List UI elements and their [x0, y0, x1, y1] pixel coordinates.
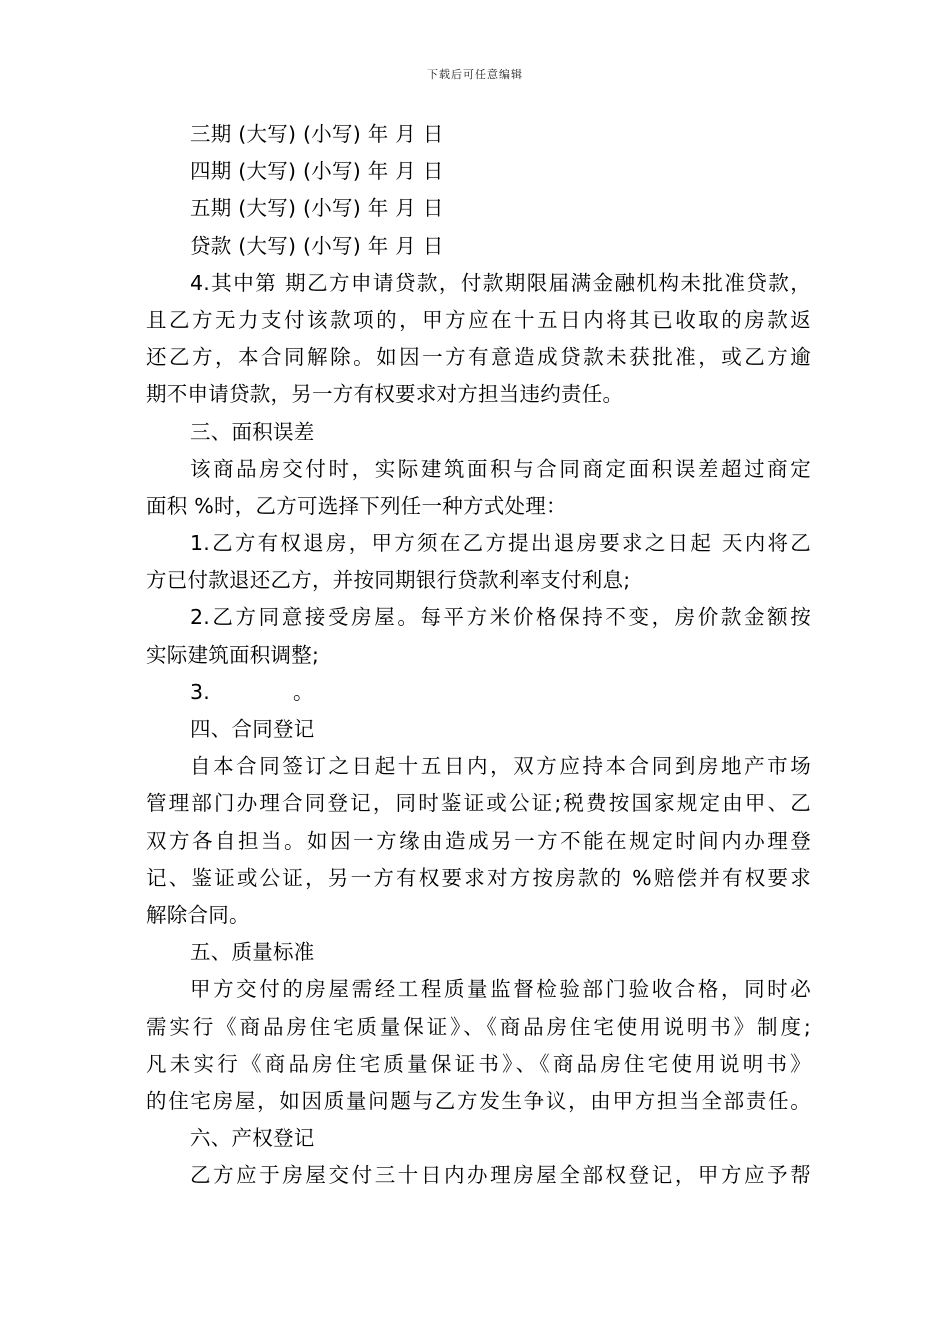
- document-line: 四期 (大写) (小写) 年 月 日: [190, 159, 444, 184]
- document-line: 1.乙方有权退房，甲方须在乙方提出退房要求之日起 天内将乙: [190, 531, 811, 556]
- document-line: 2.乙方同意接受房屋。每平方米价格保持不变，房价款金额按: [190, 605, 811, 630]
- document-line: 且乙方无力支付该款项的，甲方应在十五日内将其已收取的房款返: [146, 307, 811, 332]
- document-line: 需实行《商品房住宅质量保证》、《商品房住宅使用说明书》制度;: [146, 1014, 811, 1039]
- document-line: 记、鉴证或公证，另一方有权要求对方按房款的 %赔偿并有权要求: [146, 865, 811, 890]
- document-line: 凡未实行《商品房住宅质量保证书》、《商品房住宅使用说明书》: [146, 1051, 811, 1076]
- document-line: 三、面积误差: [190, 419, 315, 444]
- document-line: 该商品房交付时，实际建筑面积与合同商定面积误差超过商定: [190, 456, 811, 481]
- document-line: 乙方应于房屋交付三十日内办理房屋全部权登记，甲方应予帮: [190, 1163, 811, 1188]
- document-line: 双方各自担当。如因一方缘由造成另一方不能在规定时间内办理登: [146, 828, 811, 853]
- document-line: 自本合同签订之日起十五日内，双方应持本合同到房地产市场: [190, 754, 811, 779]
- document-line: 期不申请贷款，另一方有权要求对方担当违约责任。: [146, 382, 624, 407]
- document-line: 3. 。: [190, 679, 314, 704]
- document-line: 甲方交付的房屋需经工程质量监督检验部门验收合格，同时必: [190, 977, 811, 1002]
- document-body: [146, 116, 811, 1194]
- document-line: 四、合同登记: [190, 717, 315, 741]
- document-line: 管理部门办理合同登记，同时鉴证或公证;税费按国家规定由甲、乙: [146, 791, 811, 816]
- document-line: 五期 (大写) (小写) 年 月 日: [190, 196, 444, 221]
- document-line: 贷款 (大写) (小写) 年 月 日: [190, 233, 444, 258]
- document-line: 五、质量标准: [190, 940, 315, 965]
- document-line: 六、产权登记: [190, 1126, 315, 1151]
- document-line: 4.其中第 期乙方申请贷款，付款期限届满金融机构未批准贷款，: [190, 270, 811, 295]
- document-line: 实际建筑面积调整;: [146, 642, 320, 667]
- document-line: 还乙方，本合同解除。如因一方有意造成贷款未获批准，或乙方逾: [146, 345, 811, 370]
- page-header: 下载后可任意编辑: [427, 68, 523, 81]
- document-line: 三期 (大写) (小写) 年 月 日: [190, 122, 444, 146]
- document-line: 解除合同。: [146, 902, 250, 927]
- document-line: 面积 %时，乙方可选择下列任一种方式处理：: [146, 493, 567, 518]
- document-line: 方已付款退还乙方，并按同期银行贷款利率支付利息;: [146, 568, 631, 593]
- document-line: 的住宅房屋，如因质量问题与乙方发生争议，由甲方担当全部责任。: [146, 1088, 811, 1113]
